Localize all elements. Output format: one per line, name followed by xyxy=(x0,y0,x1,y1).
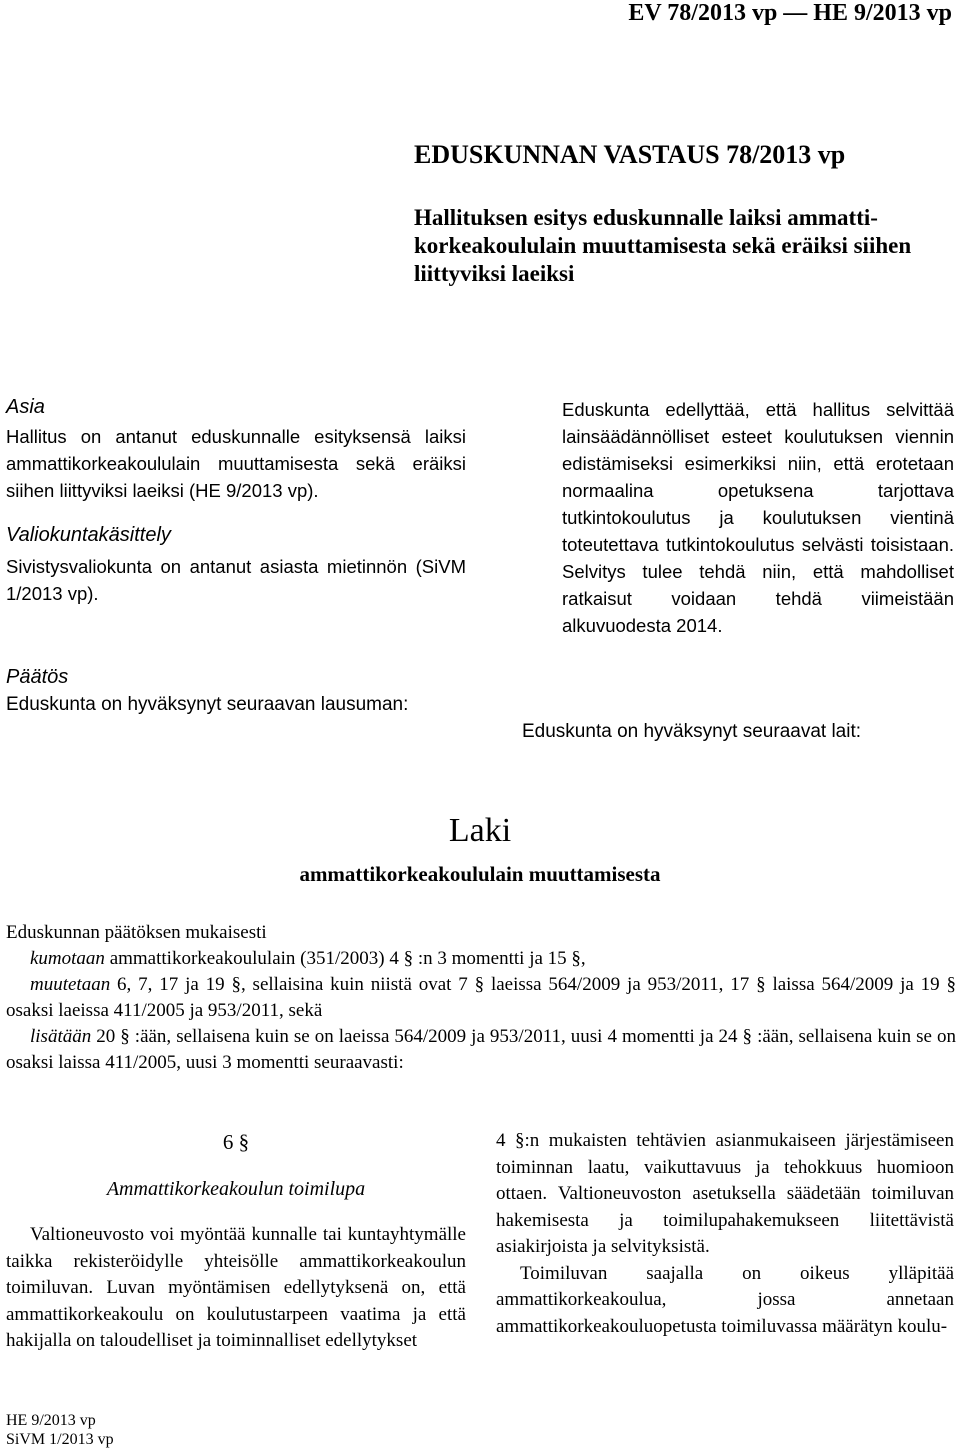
enactment-add xyxy=(6,1024,956,1076)
section-paragraph-1-continued: 4 §:n mukaisten tehtävien asianmukaiseen järjestämiseen toiminnan laatu, vaikuttavuus ja tehokkuus huomioon ottaen. Valtioneuvoston asetuksella säädetään toimiluvan hakemisesta ja toimilupahakemukseen liitettävistä asiakirjoista ja selvityksistä. xyxy=(496,1130,954,1257)
section-paragraph-2: Toimiluvan saajalla on oikeus ylläpitää ammattikorkeakoulua, jossa annetaan ammattikorkeakouluopetusta toimiluvassa määrätyn koulu- xyxy=(496,1262,954,1337)
asia-text: Hallitus on antanut eduskunnalle esityksensä laiksi ammattikorkeakoululain muuttamisesta sekä eräiksi siihen liittyviksi laeiksi (HE 9/2013 vp). xyxy=(6,426,466,501)
enactment-amend xyxy=(6,972,956,1024)
enactment-intro: Eduskunnan päätöksen mukaisesti xyxy=(6,922,267,943)
repeal-keyword: kumotaan xyxy=(30,948,105,969)
enactment-clause xyxy=(6,920,956,1076)
footer-reference-2: SiVM 1/2013 vp xyxy=(6,1431,114,1448)
paatos-heading: Päätös xyxy=(6,666,69,688)
document-subtitle: Hallituksen esitys eduskunnalle laiksi ammattikorkeakoululain muuttamisesta sekä eräiksi siihen liittyviksi laeiksi xyxy=(414,205,912,286)
paatos-text: Eduskunta on hyväksynyt seuraavan lausuman: xyxy=(6,694,409,715)
lausuma-section xyxy=(562,396,954,639)
laws-accepted-text: Eduskunta on hyväksynyt seuraavat lait: xyxy=(522,721,862,742)
asia-heading: Asia xyxy=(6,396,45,418)
add-text: 20 § :ään, sellaisena kuin se on laeissa 564/2009 ja 953/2011, uusi 4 momentti ja 24 § :ään, sellaisena kuin se on osaksi laissa 411/2005, uusi 3 momentti seuraavasti: xyxy=(6,1026,956,1073)
section-number: 6 § xyxy=(222,1130,250,1154)
document-title: EDUSKUNNAN VASTAUS 78/2013 vp xyxy=(414,140,846,169)
law-title: Laki xyxy=(448,812,512,849)
enactment-repeal xyxy=(6,946,956,972)
section-title: Ammattikorkeakoulun toimilupa xyxy=(106,1178,366,1200)
law-name: ammattikorkeakoululain muuttamisesta xyxy=(299,862,661,886)
section-paragraph-1: Valtioneuvosto voi myöntää kunnalle tai kuntayhtymälle taikka rekisteröidylle yhteisölle ammattikorkeakoulun toimiluvan. Luvan myöntämisen edellytyksenä on, että ammattikorkeakoulu on koulutustarpeen vaatima ja että hakijalla on taloudelliset ja toiminnalliset edellytykset xyxy=(6,1224,466,1351)
running-header: EV 78/2013 vp — HE 9/2013 vp xyxy=(628,0,952,26)
amend-keyword: muutetaan xyxy=(30,974,111,995)
section-right-column xyxy=(496,1128,954,1340)
add-keyword: lisätään xyxy=(30,1026,92,1047)
section-left-column xyxy=(6,1222,466,1355)
amend-text: 6, 7, 17 ja 19 §, sellaisina kuin niistä ovat 7 § laeissa 564/2009 ja 953/2011, 17 § laissa 564/2009 ja 19 § osaksi laeissa 411/2005 ja 953/2011, sekä xyxy=(6,974,956,1021)
lausuma-text: Eduskunta edellyttää, että hallitus selvittää lainsäädännölliset esteet koulutuksen viennin edistämiseksi esimerkiksi niin, että erotetaan normaalina opetuksena tarjottava tutkintokoulutus ja koulutuksen vientinä toteutettava tutkintokoulutus selvästi toisistaan. Selvitys tulee tehdä niin, että mahdolliset ratkaisut voidaan tehdä viimeistään alkuvuodesta 2014. xyxy=(562,399,954,636)
footer-reference-1: HE 9/2013 vp xyxy=(6,1412,96,1429)
valiokuntakasittely-heading: Valiokuntakäsittely xyxy=(6,524,171,546)
valiokuntakasittely-text: Sivistysvaliokunta on antanut asiasta mietinnön (SiVM 1/2013 vp). xyxy=(6,556,466,604)
asia-section xyxy=(6,396,466,607)
repeal-text: ammattikorkeakoululain (351/2003) 4 § :n 3 momentti ja 15 §, xyxy=(104,948,586,969)
